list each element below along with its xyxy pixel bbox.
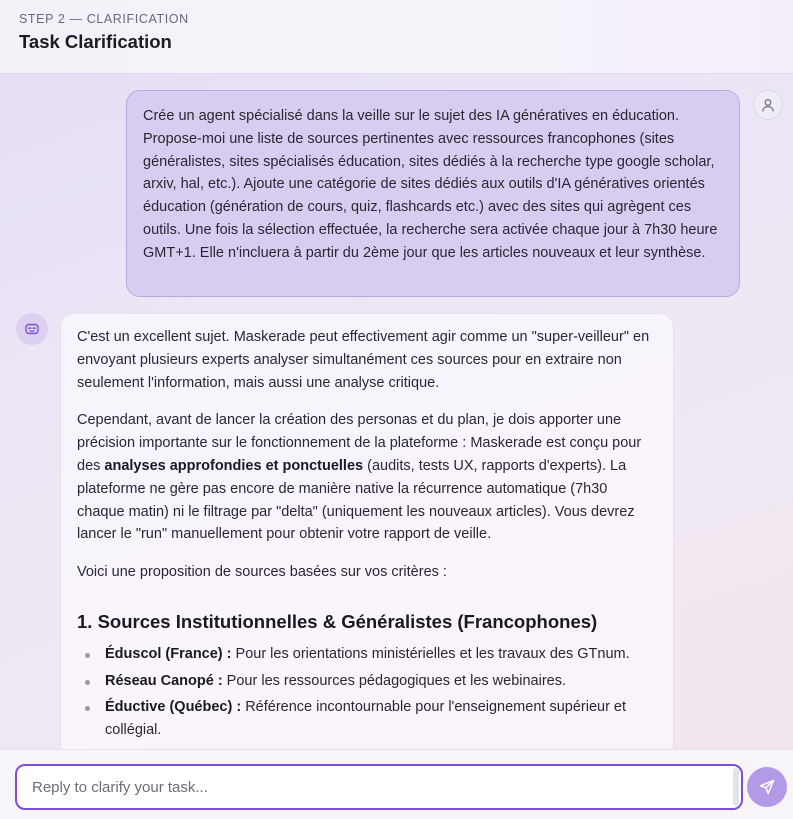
assistant-message-bubble xyxy=(60,313,674,749)
header xyxy=(0,0,793,74)
user-message-text: Crée un agent spécialisé dans la veille sur le sujet des IA génératives en éducation. Propose-moi une liste de sources pertinentes avec ressources francophones (sites généralistes, sites spécialisés éducation, sites dédiés à la recherche type google scholar, arxiv, hal, etc.). Ajoute une catégorie de sites dédiés aux outils d'IA génératives orientés éducation (génération de cours, quiz, flashcards etc.) avec des sites qui agrègent ces outils. Une fois la sélection effectuée, la recherche sera activée chaque jour à 7h30 heure GMT+1. Elle n'incluera à partir du 2ème jour que les articles nouveaux et leur synthèse. xyxy=(143,108,718,261)
list-item xyxy=(77,696,657,742)
list-item xyxy=(77,643,657,666)
send-icon xyxy=(758,778,776,796)
chat-thread[interactable] xyxy=(0,74,793,749)
source-description: Référence incontournable pour l'enseignement supérieur et collégial. xyxy=(105,699,627,739)
paragraph-text: (audits, tests UX, rapports d'experts). La plateforme ne gère pas encore de manière native la récurrence automatique (7h30 chaque matin) ni le filtrage par "delta" (uniquement les nouveaux articles). Vous devrez lancer le "run" manuellement pour obtenir votre rapport de veille. xyxy=(77,457,635,543)
list-item xyxy=(77,670,657,693)
source-list xyxy=(77,643,657,742)
composer xyxy=(0,749,793,819)
assistant-paragraph: Voici une proposition de sources basées sur vos critères : xyxy=(77,564,447,581)
assistant-paragraph xyxy=(77,409,657,546)
source-name: Éduscol (France) : xyxy=(105,645,232,662)
step-label: STEP 2 — CLARIFICATION xyxy=(19,12,189,26)
assistant-avatar xyxy=(16,313,48,345)
reply-input[interactable] xyxy=(15,764,743,810)
source-name: Réseau Canopé : xyxy=(105,672,223,689)
user-message-bubble xyxy=(126,90,740,297)
assistant-paragraph: C'est un excellent sujet. Maskerade peut effectivement agir comme un "super-veilleur" en envoyant plusieurs experts analyser simultanément ces sources pour en extraire non seulement l'information, mais aussi une analyse critique. xyxy=(77,329,650,391)
section-heading: 1. Sources Institutionnelles & Généralistes (Francophones) xyxy=(77,610,598,632)
source-description: Pour les ressources pédagogiques et les webinaires. xyxy=(222,672,567,689)
source-description: Pour les orientations ministérielles et les travaux des GTnum. xyxy=(231,645,630,662)
send-button[interactable] xyxy=(747,767,787,807)
user-icon xyxy=(760,97,776,113)
source-name: Éductive (Québec) : xyxy=(105,699,242,716)
paragraph-emphasis: analyses approfondies et ponctuelles xyxy=(104,457,364,474)
user-avatar xyxy=(753,90,783,120)
mask-icon xyxy=(24,321,40,337)
page-title: Task Clarification xyxy=(19,31,172,52)
input-scrollbar[interactable] xyxy=(733,768,739,806)
paragraph-text: Cependant, avant de lancer la création des personas et du plan, je dois apporter une précision importante sur le fonctionnement de la plateforme : Maskerade est conçu pour des xyxy=(77,412,642,474)
